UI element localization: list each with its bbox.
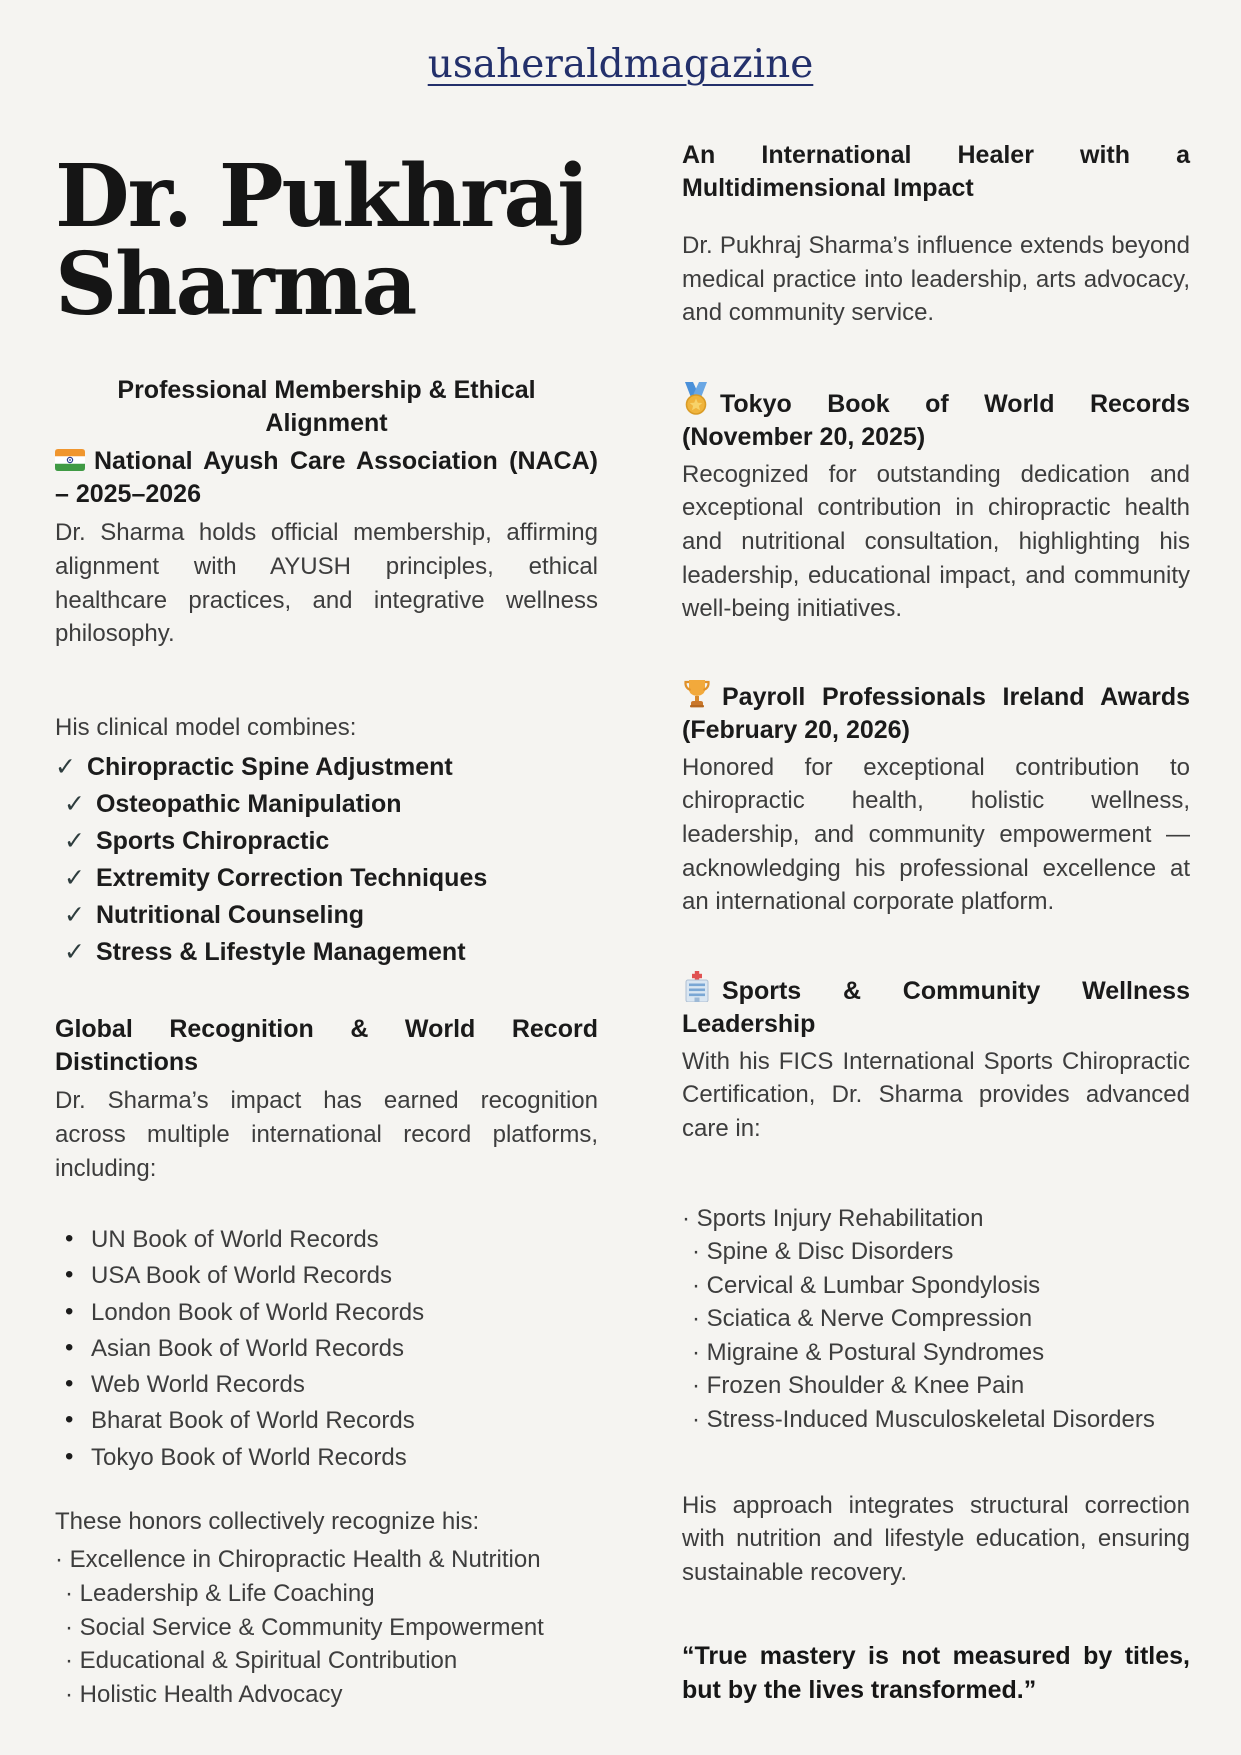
honor-item: · Educational & Spiritual Contribution	[55, 1644, 598, 1678]
sports-heading	[682, 971, 1190, 1041]
payroll-body: Honored for exceptional contribution to chiropractic health, holistic wellness, leadership, and community empowerment — acknowledging his professional excellence at an international corporate platform.	[682, 753, 1190, 916]
care-list	[682, 1202, 1190, 1437]
membership-body: Dr. Sharma holds official membership, affirming alignment with AYUSH principles, ethical healthcare practices, and integrative wellness philosophy.	[55, 519, 598, 648]
india-flag-icon	[55, 449, 85, 471]
platform-item: • London Book of World Records	[55, 1298, 598, 1328]
article-body	[0, 139, 1241, 1711]
intl-body: Dr. Pukhraj Sharma’s influence extends beyond medical practice into leadership, arts advocacy, and community service.	[682, 232, 1190, 327]
platform-item: • USA Book of World Records	[55, 1261, 598, 1291]
care-item: · Stress-Induced Musculoskeletal Disorders	[682, 1403, 1190, 1437]
check-icon	[64, 790, 85, 818]
check-icon	[64, 827, 85, 855]
check-icon	[55, 753, 76, 781]
award-payroll	[682, 678, 1190, 919]
pull-quote: “True mastery is not measured by titles, but by the lives transformed.”	[682, 1642, 1190, 1705]
clinical-intro: His clinical model combines:	[55, 713, 357, 741]
check-list-item	[55, 751, 598, 784]
record-platforms-list	[55, 1225, 598, 1473]
care-item: · Sciatica & Nerve Compression	[682, 1302, 1190, 1336]
payroll-heading-label: Payroll Professionals Ireland Awards (February 20, 2026)	[682, 682, 1190, 744]
tokyo-body: Recognized for outstanding dedication and exceptional contribution in chiropractic health and nutritional consultation, highlighting his leadership, educational impact, and community well-being initiatives.	[682, 460, 1190, 623]
platform-item: • Web World Records	[55, 1370, 598, 1400]
care-item: · Frozen Shoulder & Knee Pain	[682, 1369, 1190, 1403]
recognition-body: Dr. Sharma’s impact has earned recognition across multiple international record platforms, including:	[55, 1087, 598, 1182]
honor-item: · Leadership & Life Coaching	[55, 1577, 598, 1611]
check-list-item	[55, 862, 598, 895]
check-list-item-label: Osteopathic Manipulation	[95, 790, 402, 819]
tokyo-heading-label: Tokyo Book of World Records (November 20, 2025)	[682, 389, 1190, 451]
care-item: · Cervical & Lumbar Spondylosis	[682, 1269, 1190, 1303]
honor-item: · Social Service & Community Empowerment	[55, 1611, 598, 1645]
check-list-item	[55, 825, 598, 858]
membership-org-heading	[55, 445, 598, 511]
article-title	[55, 146, 598, 335]
left-column	[55, 139, 598, 1711]
sports-heading-label: Sports & Community Wellness Leadership	[682, 976, 1190, 1038]
honor-item: · Holistic Health Advocacy	[55, 1678, 598, 1712]
check-icon	[64, 938, 85, 966]
membership-org-label: National Ayush Care Association (NACA) – 2025–2026	[55, 447, 598, 509]
honor-item: · Excellence in Chiropractic Health & Nutrition	[55, 1543, 598, 1577]
honors-intro: These honors collectively recognize his:	[55, 1507, 480, 1535]
brand-link[interactable]: usaheraldmagazine	[427, 42, 814, 87]
recognition-heading: Global Recognition & World Record Distinctions	[55, 1015, 598, 1077]
membership-heading: Professional Membership & Ethical Alignment	[117, 376, 536, 438]
article-title-line2: Sharma	[55, 233, 416, 335]
award-tokyo	[682, 382, 1190, 626]
check-icon	[64, 864, 85, 892]
sports-body: With his FICS International Sports Chiropractic Certification, Dr. Sharma provides advanced care in:	[682, 1047, 1190, 1142]
check-list-item	[55, 899, 598, 932]
honors-list	[55, 1543, 598, 1711]
tokyo-heading	[682, 382, 1190, 454]
payroll-heading	[682, 678, 1190, 747]
medal-icon	[682, 382, 710, 415]
check-list-item	[55, 936, 598, 969]
check-list-item-label: Nutritional Counseling	[95, 901, 364, 930]
hospital-icon	[682, 971, 712, 1002]
check-list-item-label: Chiropractic Spine Adjustment	[86, 753, 453, 782]
check-list-item	[55, 788, 598, 821]
check-list-item-label: Extremity Correction Techniques	[95, 864, 488, 893]
intl-heading: An International Healer with a Multidimensional Impact	[682, 141, 1190, 202]
sports-wellness-section	[682, 971, 1190, 1708]
masthead	[0, 0, 1241, 87]
article-title-line1: Dr. Pukhraj	[55, 146, 587, 247]
care-item: · Spine & Disc Disorders	[682, 1235, 1190, 1269]
check-icon	[64, 901, 85, 929]
trophy-icon	[682, 678, 712, 708]
platform-item: • Tokyo Book of World Records	[55, 1443, 598, 1473]
platform-item: • UN Book of World Records	[55, 1225, 598, 1255]
care-item: · Migraine & Postural Syndromes	[682, 1336, 1190, 1370]
right-column	[682, 139, 1190, 1711]
care-item: · Sports Injury Rehabilitation	[682, 1202, 1190, 1236]
platform-item: • Bharat Book of World Records	[55, 1406, 598, 1436]
clinical-check-list	[55, 751, 598, 969]
check-list-item-label: Stress & Lifestyle Management	[95, 938, 466, 967]
check-list-item-label: Sports Chiropractic	[95, 827, 330, 856]
platform-item: • Asian Book of World Records	[55, 1334, 598, 1364]
closing-paragraph: His approach integrates structural correction with nutrition and lifestyle education, ensuring sustainable recovery.	[682, 1491, 1190, 1586]
